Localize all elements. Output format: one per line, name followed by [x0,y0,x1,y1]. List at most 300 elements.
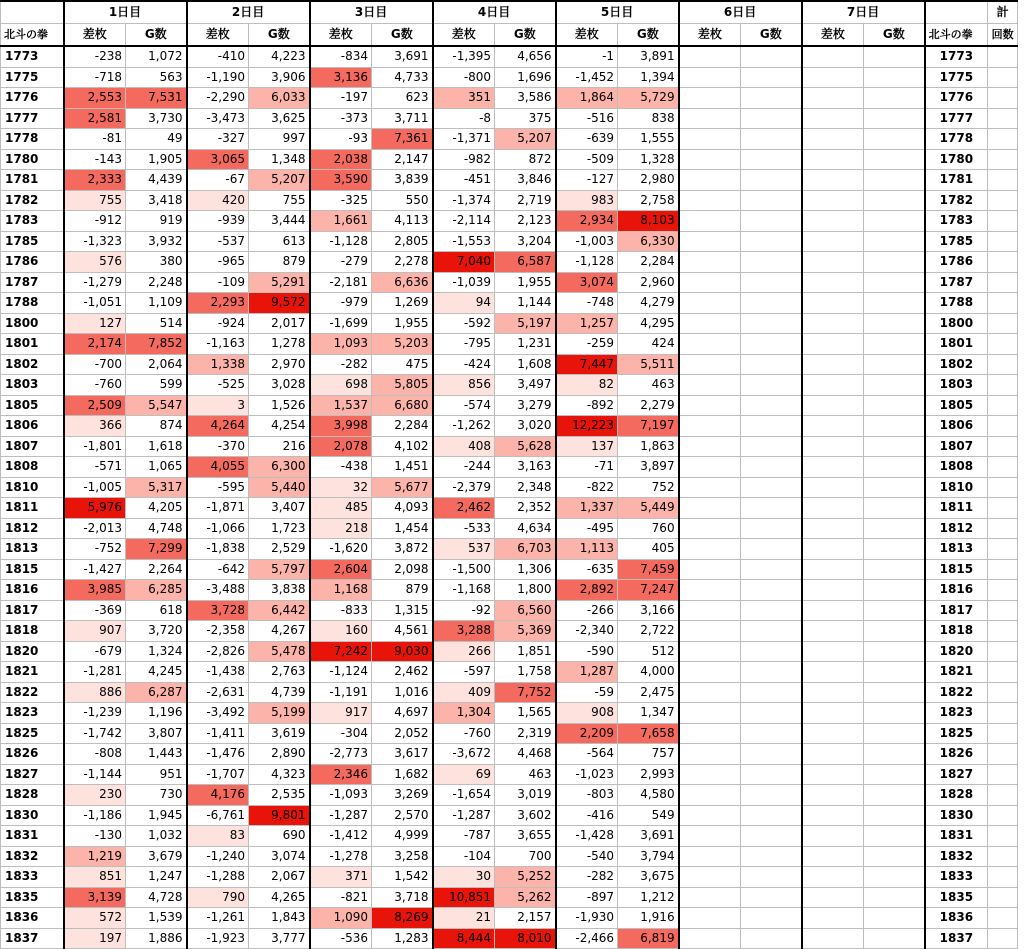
g-cell-day-1: 4,728 [126,887,187,908]
sa-cell-day-4: 856 [433,375,495,396]
g-cell-day-3: 3,711 [372,108,433,129]
day-header-2: 2日目 [187,1,310,24]
machine-number-cell: 1806 [1,416,64,437]
g-cell-day-1: 1,247 [126,867,187,888]
table-row [1,395,1018,416]
g-cell-day-5: 7,459 [618,559,679,580]
g-cell-day-2: 9,572 [249,293,310,314]
day-header-row [1,1,1018,24]
sa-cell-day-1: 2,333 [64,170,126,191]
machine-number-cell: 1811 [1,498,64,519]
table-row [1,211,1018,232]
g-cell-day-2: 6,300 [249,457,310,478]
sa-cell-day-5: -1,128 [556,252,618,273]
sa-cell-day-1: -143 [64,149,126,170]
g-cell-day-7 [864,580,925,601]
g-cell-day-6 [741,539,802,560]
g-cell-day-6 [741,190,802,211]
table-row [1,621,1018,642]
g-cell-day-6 [741,600,802,621]
sa-cell-day-2: -1,476 [187,744,249,765]
sa-cell-day-3: 3,136 [310,67,372,88]
count-cell [988,867,1018,888]
table-row [1,846,1018,867]
sa-cell-day-6 [679,211,741,232]
sa-cell-day-7 [802,211,864,232]
sa-cell-day-1: -81 [64,129,126,150]
sa-cell-day-2: -1,066 [187,518,249,539]
sa-cell-day-1: -2,013 [64,518,126,539]
g-cell-day-1: 4,439 [126,170,187,191]
machine-number-cell: 1778 [1,129,64,150]
sa-cell-day-3: -1,278 [310,846,372,867]
sa-cell-day-6 [679,272,741,293]
sa-cell-day-6 [679,293,741,314]
count-cell [988,190,1018,211]
g-cell-day-4: 1,955 [495,272,556,293]
sa-cell-day-3: -1,412 [310,826,372,847]
machine-number-cell-right: 1823 [925,703,988,724]
g-cell-day-5: 4,279 [618,293,679,314]
g-cell-day-1: 951 [126,764,187,785]
g-cell-day-4: 7,752 [495,682,556,703]
g-cell-day-1: 1,945 [126,805,187,826]
table-row [1,108,1018,129]
sa-cell-day-3: -1,287 [310,805,372,826]
sub-header-sa-5: 差枚 [556,24,618,47]
sa-cell-day-7 [802,662,864,683]
g-cell-day-2: 6,033 [249,88,310,109]
sa-cell-day-5: -1 [556,46,618,67]
sa-cell-day-7 [802,395,864,416]
count-cell [988,108,1018,129]
sa-cell-day-7 [802,190,864,211]
g-cell-day-7 [864,559,925,580]
machine-number-cell-right: 1802 [925,354,988,375]
count-cell [988,805,1018,826]
g-cell-day-3: 7,361 [372,129,433,150]
sa-cell-day-7 [802,764,864,785]
table-row [1,662,1018,683]
machine-number-cell-right: 1773 [925,46,988,67]
g-cell-day-2: 2,529 [249,539,310,560]
g-cell-day-2: 2,890 [249,744,310,765]
sa-cell-day-2: -642 [187,559,249,580]
sa-cell-day-6 [679,539,741,560]
machine-number-cell-right: 1821 [925,662,988,683]
sa-cell-day-3: 485 [310,498,372,519]
g-cell-day-3: 1,016 [372,682,433,703]
g-cell-day-2: 3,838 [249,580,310,601]
machine-number-cell: 1787 [1,272,64,293]
sa-cell-day-2: -3,492 [187,703,249,724]
g-cell-day-7 [864,67,925,88]
table-row [1,908,1018,929]
sa-cell-day-7 [802,703,864,724]
g-cell-day-2: 3,407 [249,498,310,519]
sa-cell-day-1: -1,051 [64,293,126,314]
machine-number-cell-right: 1825 [925,723,988,744]
table-row [1,785,1018,806]
table-row [1,313,1018,334]
sa-cell-day-5: -639 [556,129,618,150]
sa-cell-day-4: -574 [433,395,495,416]
day-header-6: 6日目 [679,1,802,24]
sa-cell-day-1: -1,144 [64,764,126,785]
sa-cell-day-3: -821 [310,887,372,908]
g-cell-day-5: 463 [618,375,679,396]
g-cell-day-2: 4,323 [249,764,310,785]
count-cell [988,375,1018,396]
machine-number-cell: 1783 [1,211,64,232]
g-cell-day-7 [864,600,925,621]
table-row [1,744,1018,765]
day-header-1: 1日目 [64,1,187,24]
table-row [1,826,1018,847]
sa-cell-day-4: -8 [433,108,495,129]
g-cell-day-4: 1,565 [495,703,556,724]
sa-cell-day-4: -592 [433,313,495,334]
machine-number-cell-right: 1806 [925,416,988,437]
machine-number-cell: 1803 [1,375,64,396]
sa-cell-day-6 [679,887,741,908]
machine-number-cell-right: 1833 [925,867,988,888]
g-cell-day-3: 4,113 [372,211,433,232]
sa-cell-day-2: -3,488 [187,580,249,601]
machine-number-cell-right: 1780 [925,149,988,170]
g-cell-day-1: 7,299 [126,539,187,560]
sa-cell-day-3: -1,699 [310,313,372,334]
g-cell-day-7 [864,231,925,252]
machine-number-cell-right: 1808 [925,457,988,478]
sa-cell-day-4: 94 [433,293,495,314]
table-row [1,641,1018,662]
g-cell-day-6 [741,395,802,416]
sa-cell-day-2: 790 [187,887,249,908]
g-cell-day-1: 874 [126,416,187,437]
table-row [1,457,1018,478]
sa-cell-day-3: -1,191 [310,682,372,703]
g-cell-day-7 [864,846,925,867]
sa-cell-day-7 [802,682,864,703]
sa-cell-day-1: -912 [64,211,126,232]
machine-number-cell-right: 1777 [925,108,988,129]
g-cell-day-1: 5,317 [126,477,187,498]
sa-cell-day-1: -1,281 [64,662,126,683]
g-cell-day-1: 4,245 [126,662,187,683]
g-cell-day-6 [741,293,802,314]
sa-cell-day-3: -536 [310,928,372,949]
sa-cell-day-7 [802,416,864,437]
sa-cell-day-6 [679,723,741,744]
machine-number-cell: 1777 [1,108,64,129]
sa-cell-day-7 [802,108,864,129]
sa-cell-day-1: -369 [64,600,126,621]
sa-cell-day-6 [679,334,741,355]
g-cell-day-7 [864,785,925,806]
sa-cell-day-1: 2,581 [64,108,126,129]
sa-cell-day-1: 907 [64,621,126,642]
g-cell-day-5: 3,675 [618,867,679,888]
g-cell-day-3: 2,278 [372,252,433,273]
sa-cell-day-7 [802,723,864,744]
sa-cell-day-3: -2,773 [310,744,372,765]
g-cell-day-4: 5,197 [495,313,556,334]
machine-number-cell-right: 1812 [925,518,988,539]
g-cell-day-5: 4,580 [618,785,679,806]
table-row [1,477,1018,498]
sa-cell-day-1: -1,279 [64,272,126,293]
g-cell-day-2: 879 [249,252,310,273]
machine-number-cell-right: 1831 [925,826,988,847]
sub-header-sa-2: 差枚 [187,24,249,47]
sa-cell-day-3: -304 [310,723,372,744]
g-cell-day-4: 5,262 [495,887,556,908]
g-cell-day-4: 3,204 [495,231,556,252]
g-cell-day-5: 838 [618,108,679,129]
g-cell-day-3: 4,697 [372,703,433,724]
count-cell [988,354,1018,375]
g-cell-day-7 [864,252,925,273]
sa-cell-day-3: 7,242 [310,641,372,662]
g-cell-day-6 [741,88,802,109]
g-cell-day-7 [864,334,925,355]
sa-cell-day-5: 1,287 [556,662,618,683]
count-cell [988,252,1018,273]
g-cell-day-1: 2,064 [126,354,187,375]
sa-cell-day-7 [802,457,864,478]
count-cell [988,477,1018,498]
g-cell-day-7 [864,108,925,129]
machine-number-cell-right: 1803 [925,375,988,396]
sa-cell-day-4: 408 [433,436,495,457]
g-cell-day-5: 2,722 [618,621,679,642]
sa-cell-day-4: 21 [433,908,495,929]
sa-cell-day-7 [802,826,864,847]
sa-cell-day-6 [679,498,741,519]
g-cell-day-1: 3,679 [126,846,187,867]
sa-cell-day-5: 7,447 [556,354,618,375]
sa-cell-day-5: 1,257 [556,313,618,334]
g-cell-day-4: 1,608 [495,354,556,375]
sa-cell-day-3: -438 [310,457,372,478]
g-cell-day-4: 3,497 [495,375,556,396]
machine-number-cell: 1831 [1,826,64,847]
count-cell [988,662,1018,683]
g-cell-day-2: 1,348 [249,149,310,170]
g-cell-day-1: 1,196 [126,703,187,724]
sa-cell-day-5: -416 [556,805,618,826]
count-cell [988,559,1018,580]
count-cell [988,641,1018,662]
sa-cell-day-5: -635 [556,559,618,580]
g-cell-day-2: 4,265 [249,887,310,908]
sa-cell-day-5: 1,337 [556,498,618,519]
sa-cell-day-1: 851 [64,867,126,888]
table-row [1,46,1018,67]
g-cell-day-1: 4,205 [126,498,187,519]
sa-cell-day-2: 83 [187,826,249,847]
table-row [1,293,1018,314]
g-cell-day-5: 405 [618,539,679,560]
sa-cell-day-5: -590 [556,641,618,662]
machine-number-cell-right: 1785 [925,231,988,252]
sa-cell-day-7 [802,129,864,150]
g-cell-day-7 [864,46,925,67]
machine-number-cell: 1835 [1,887,64,908]
machine-number-cell-right: 1826 [925,744,988,765]
table-row [1,682,1018,703]
sa-cell-day-3: 1,537 [310,395,372,416]
sa-cell-day-5: -71 [556,457,618,478]
g-cell-day-1: 1,539 [126,908,187,929]
sa-cell-day-7 [802,744,864,765]
g-cell-day-1: 1,324 [126,641,187,662]
sa-cell-day-1: -679 [64,641,126,662]
sa-cell-day-2: -1,707 [187,764,249,785]
table-row [1,149,1018,170]
sa-cell-day-1: 366 [64,416,126,437]
sa-cell-day-6 [679,67,741,88]
sa-cell-day-7 [802,518,864,539]
g-cell-day-3: 5,203 [372,334,433,355]
g-cell-day-2: 4,267 [249,621,310,642]
sa-cell-day-5: -897 [556,887,618,908]
g-cell-day-6 [741,764,802,785]
day-header-4: 4日目 [433,1,556,24]
sub-header-g-5: G数 [618,24,679,47]
g-cell-day-5: 1,863 [618,436,679,457]
sa-cell-day-4: -1,395 [433,46,495,67]
count-cell [988,887,1018,908]
sa-cell-day-3: 1,168 [310,580,372,601]
table-row [1,88,1018,109]
machine-number-cell: 1775 [1,67,64,88]
g-cell-day-6 [741,723,802,744]
g-cell-day-4: 3,586 [495,88,556,109]
g-cell-day-1: 7,852 [126,334,187,355]
table-row [1,190,1018,211]
sa-cell-day-2: 2,293 [187,293,249,314]
machine-number-cell-right: 1822 [925,682,988,703]
machine-number-cell: 1833 [1,867,64,888]
table-row [1,375,1018,396]
machine-number-cell-right: 1810 [925,477,988,498]
g-cell-day-3: 1,454 [372,518,433,539]
sa-cell-day-4: 537 [433,539,495,560]
sa-cell-day-7 [802,641,864,662]
g-cell-day-2: 1,723 [249,518,310,539]
machine-number-cell-right: 1818 [925,621,988,642]
sa-cell-day-4: 266 [433,641,495,662]
g-cell-day-1: 5,547 [126,395,187,416]
sa-cell-day-6 [679,703,741,724]
machine-number-cell-right: 1805 [925,395,988,416]
g-cell-day-7 [864,723,925,744]
sa-cell-day-7 [802,928,864,949]
sa-cell-day-4: -2,114 [433,211,495,232]
g-cell-day-6 [741,908,802,929]
g-cell-day-5: 424 [618,334,679,355]
sa-cell-day-7 [802,887,864,908]
sa-cell-day-3: 3,998 [310,416,372,437]
g-cell-day-7 [864,416,925,437]
sa-cell-day-3: -1,620 [310,539,372,560]
g-cell-day-4: 3,020 [495,416,556,437]
table-row [1,559,1018,580]
g-cell-day-1: 599 [126,375,187,396]
g-cell-day-3: 1,283 [372,928,433,949]
g-cell-day-3: 475 [372,354,433,375]
sa-cell-day-3: 2,038 [310,149,372,170]
sa-cell-day-2: 3,728 [187,600,249,621]
sa-cell-day-2: -1,871 [187,498,249,519]
g-cell-day-7 [864,457,925,478]
g-cell-day-6 [741,641,802,662]
sa-cell-day-2: -3,473 [187,108,249,129]
g-cell-day-3: 6,636 [372,272,433,293]
sa-cell-day-1: -760 [64,375,126,396]
table-row [1,580,1018,601]
g-cell-day-2: 6,442 [249,600,310,621]
sa-cell-day-1: 230 [64,785,126,806]
sa-cell-day-6 [679,375,741,396]
g-cell-day-2: 2,017 [249,313,310,334]
g-cell-day-4: 3,602 [495,805,556,826]
sa-cell-day-7 [802,272,864,293]
g-cell-day-4: 5,369 [495,621,556,642]
machine-number-cell-right: 1832 [925,846,988,867]
g-cell-day-2: 9,801 [249,805,310,826]
sa-cell-day-3: -282 [310,354,372,375]
sa-cell-day-5: 3,074 [556,272,618,293]
g-cell-day-6 [741,826,802,847]
count-cell [988,272,1018,293]
machine-name-header-right: 北斗の拳 [925,24,988,47]
g-cell-day-2: 690 [249,826,310,847]
sa-cell-day-4: -1,553 [433,231,495,252]
g-cell-day-2: 3,906 [249,67,310,88]
g-cell-day-4: 5,207 [495,129,556,150]
sa-cell-day-3: 3,590 [310,170,372,191]
g-cell-day-3: 4,102 [372,436,433,457]
g-cell-day-7 [864,129,925,150]
sa-cell-day-5: -59 [556,682,618,703]
g-cell-day-4: 1,306 [495,559,556,580]
sa-cell-day-3: -1,128 [310,231,372,252]
sa-cell-day-6 [679,88,741,109]
g-cell-day-1: 6,285 [126,580,187,601]
sa-cell-day-5: -892 [556,395,618,416]
count-cell [988,539,1018,560]
sa-cell-day-6 [679,805,741,826]
table-row [1,436,1018,457]
count-cell [988,703,1018,724]
sa-cell-day-6 [679,416,741,437]
sa-cell-day-1: 2,509 [64,395,126,416]
sa-cell-day-7 [802,600,864,621]
count-cell [988,600,1018,621]
sa-cell-day-4: -1,654 [433,785,495,806]
sub-header-g-7: G数 [864,24,925,47]
g-cell-day-3: 4,999 [372,826,433,847]
sa-cell-day-6 [679,641,741,662]
table-row [1,867,1018,888]
g-cell-day-2: 3,028 [249,375,310,396]
sa-cell-day-2: -1,261 [187,908,249,929]
g-cell-day-4: 1,144 [495,293,556,314]
sa-cell-day-5: -1,023 [556,764,618,785]
